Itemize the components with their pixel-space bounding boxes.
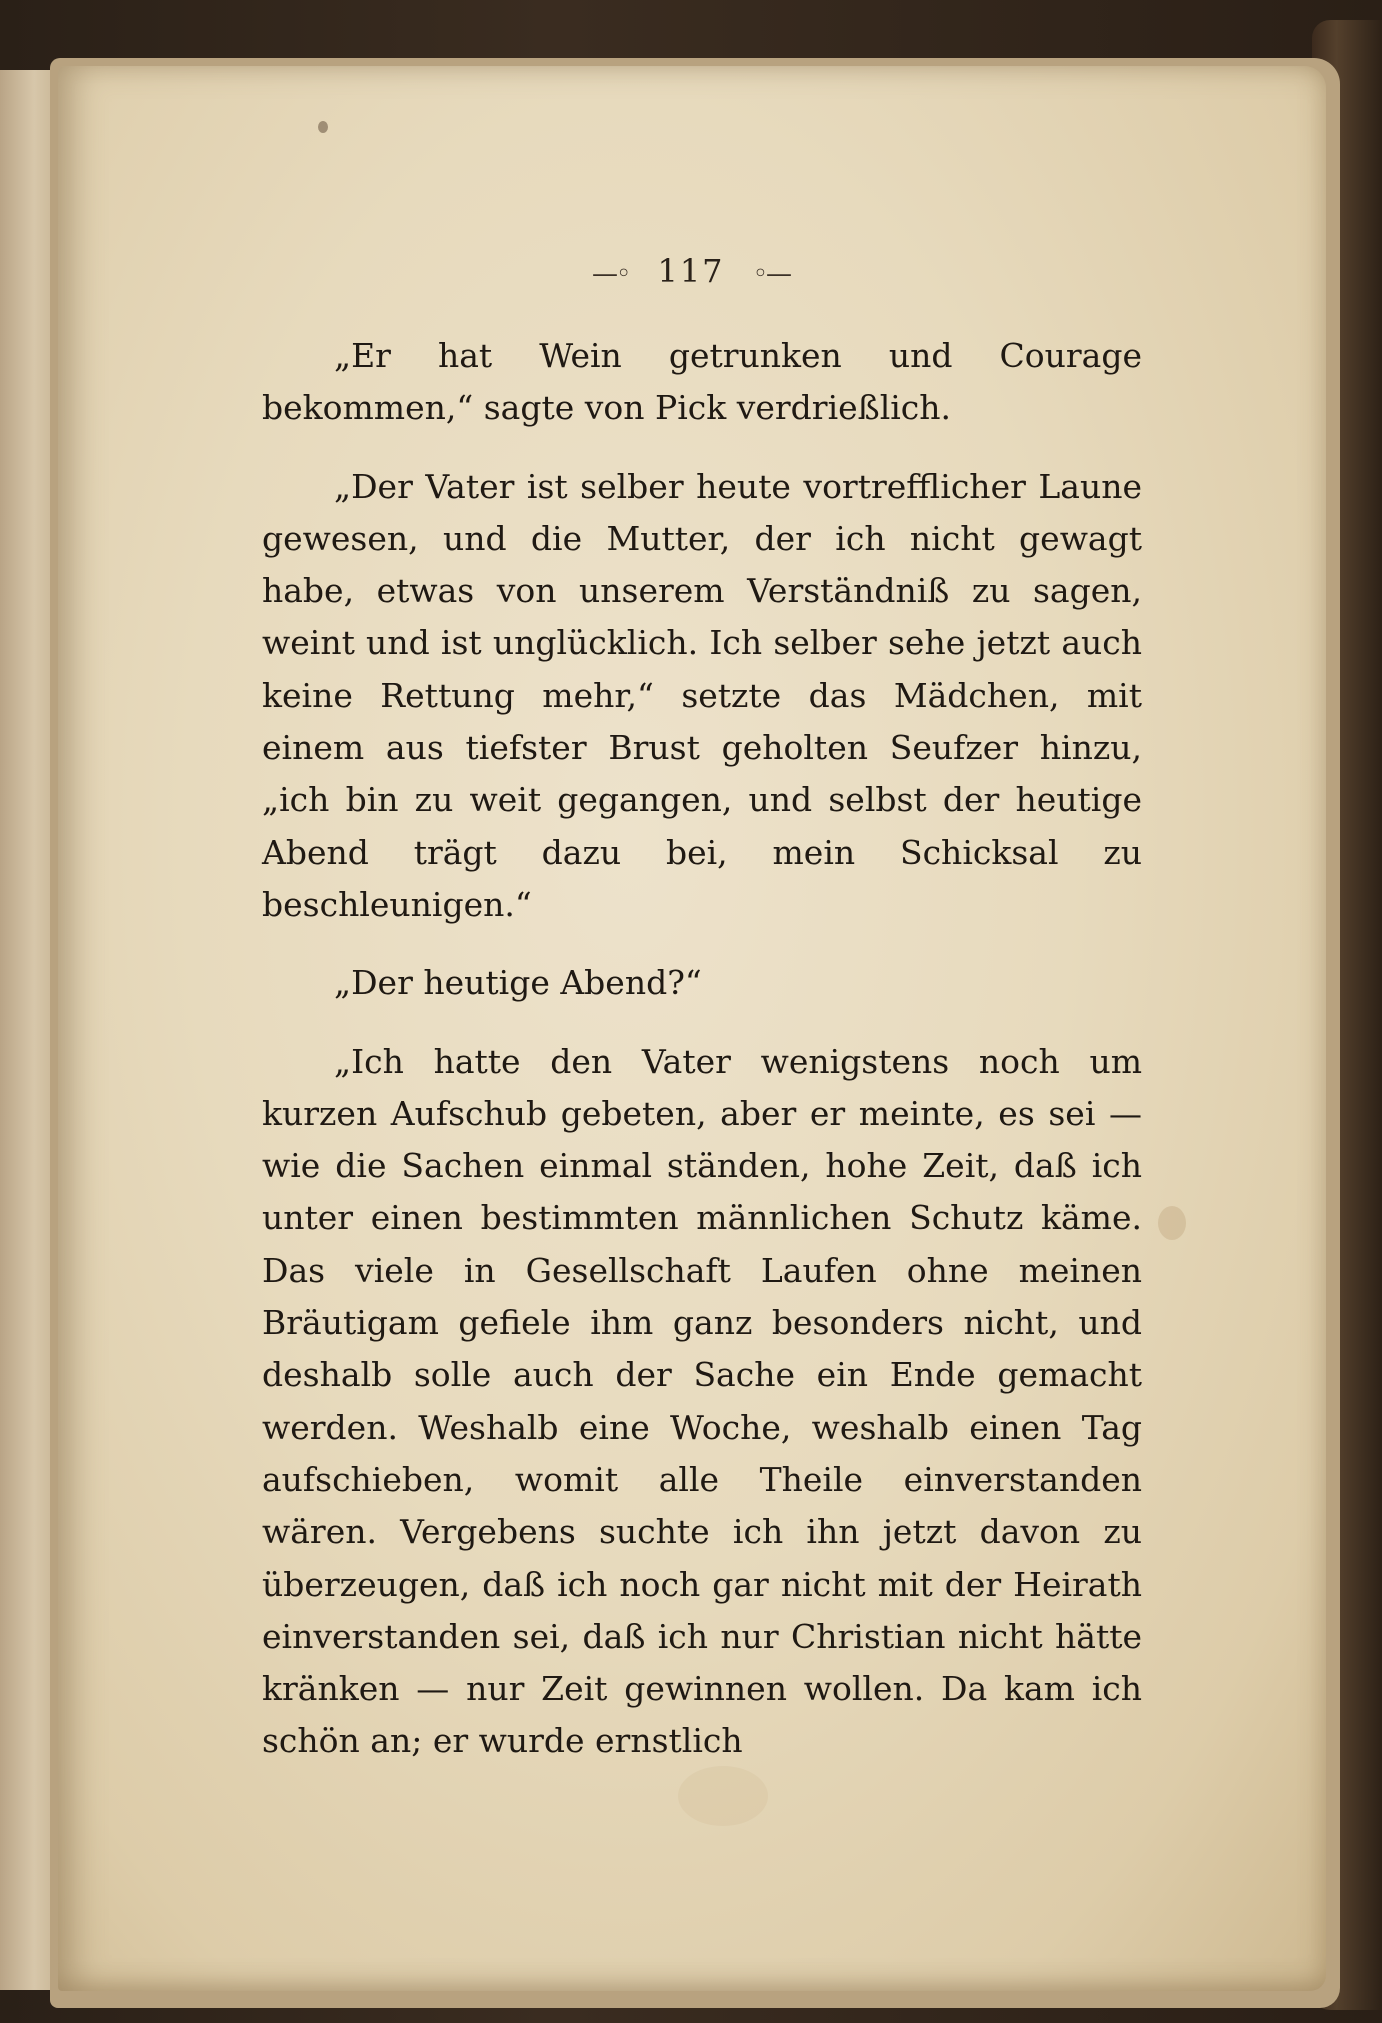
paragraph: „Der heutige Abend?“ [334,963,702,1003]
paragraph: „Der Vater ist selber heute vortrefflicher Laune gewesen, und die Mutter, der ich nicht gewagt habe, etwas von unserem Verständniß zu sagen, weint und ist unglücklich. Ich selber sehe jetzt auch keine Rettung mehr,“ setzte das Mädchen, mit einem aus tiefster Brust geholten Seufzer hinzu, „ich bin zu weit gegangen, und selbst der heutige Abend trägt dazu bei, mein Schicksal zu beschleunigen.“ [262,466,1142,924]
stain-spot [318,121,328,133]
paragraph: „Er hat Wein getrunken und Courage bekommen,“ sagte von Pick verdrießlich. [262,336,1142,428]
header-ornament-left: —◦ [591,258,630,289]
body-text [262,330,1142,1794]
page-number: 117 [657,252,725,290]
header-ornament-right: ◦— [752,258,791,289]
paragraph: „Ich hatte den Vater wenigstens noch um kurzen Aufschub gebeten, aber er meinte, es sei — wie die Sachen einmal ständen, hohe Zeit, daß ich unter einen bestimmten männlichen Schutz käme. Das viele in Gesellschaft Laufen ohne meinen Bräutigam gefiele ihm ganz besonders nicht, und deshalb solle auch der Sache ein Ende gemacht werden. Weshalb eine Woche, weshalb einen Tag aufschieben, womit alle Theile einverstanden wären. Vergebens suchte ich ihn jetzt davon zu überzeugen, daß ich noch gar nicht mit der Heirath einverstanden sei, daß ich nur Christian nicht hätte kränken — nur Zeit gewinnen wollen. Da kam ich schön an; er wurde ernstlich [262,1041,1142,1761]
stain-spot [1158,1206,1186,1240]
page-header [0,252,1382,290]
